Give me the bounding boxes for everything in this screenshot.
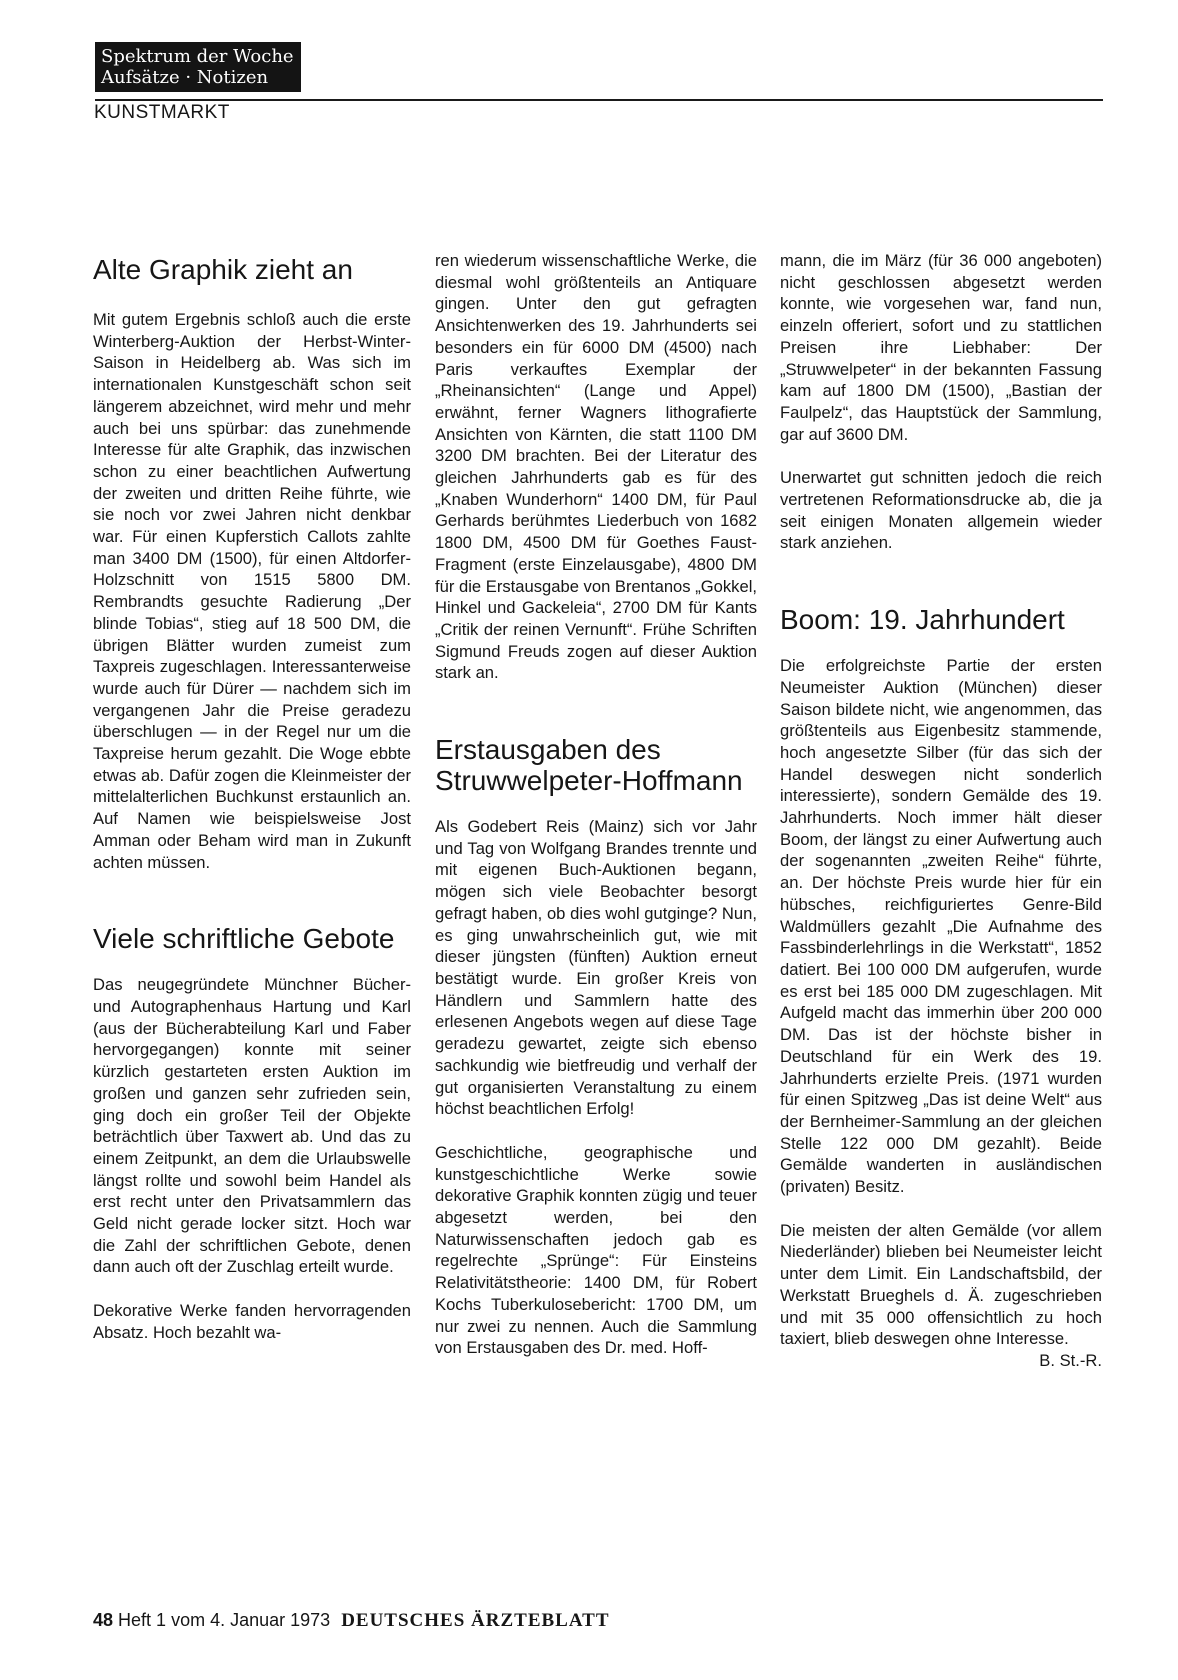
paragraph: mann, die im März (für 36 000 angeboten) nicht geschlossen abgesetzt werden konnte, wie vorgesehen war, fand nun, einzeln offeriert, sofort und zu stattlichen Preisen ihre Liebhaber: Der „Struwwelpeter“ in der bekannten Fassung kam auf 1800 DM (1500), „Bastian der Faulpelz“, das Hauptstück der Sammlung, gar auf 3600 DM.: [780, 251, 1102, 444]
masthead: [95, 42, 301, 92]
section-label: KUNSTMARKT: [94, 102, 230, 123]
paragraph: Die erfolgreichste Partie der ersten Neumeister Auktion (München) dieser Saison bildete nicht, wie angenommen, das größtenteils aus Eigenbesitz stammende, hoch angesetzte Silber (für das sich der Handel deswegen nicht sonderlich interessierte), sondern Gemälde des 19. Jahrhunderts. Noch immer hält dieser Boom, der längst zu einer Aufwertung auch der sogenannten „zweiten Reihe“ führte, an. Der höchste Preis wurde hier für ein hübsches, reichfiguriertes Genre-Bild Waldmüllers gezahlt „Die Aufnahme des Fassbinderlehrlings in die Werkstatt“, 1852 datiert. Bei 100 000 DM aufgerufen, wurde es erst bei 185 000 DM zugeschlagen. Mit Aufgeld macht das immerhin über 200 000 DM. Das ist der höchste bisher in Deutschland für ein Werk des 19. Jahrhunderts erzielte Preis. (1971 wurden für einen Spitzweg „Das ist deine Welt“ aus der Bernheimer-Sammlung an der gleichen Stelle 122 000 DM gezahlt). Beide Gemälde wanderten in ausländischen (privaten) Besitz.: [780, 656, 1102, 1197]
page-number: 48: [93, 1610, 114, 1630]
issue-info: Heft 1 vom 4. Januar 1973: [118, 1610, 331, 1630]
masthead-line-2: Aufsätze · Notizen: [101, 67, 269, 88]
heading-erstausgaben: Erstausgaben des Struwwelpeter-Hoffmann: [435, 734, 743, 797]
paragraph: Als Godebert Reis (Mainz) sich vor Jahr und Tag von Wolfgang Brandes trennte und mit eigenen Buch-Auktionen begann, mögen sich viele Beobachter besorgt gefragt haben, ob dies wohl gutginge? Nun, es ging unwahrscheinlich gut, wie mit dieser jüngsten (fünften) Auktion erneut bestätigt wurde. Ein großer Kreis von Händlern und Sammlern hatte des erlesenen Angebots wegen auf diese Tage geradezu gewartet, zeigte sich ebenso sachkundig wie bietfreudig und verhalf der gut organisierten Veranstaltung zu einem höchst beachtlichen Erfolg!: [435, 817, 757, 1119]
paragraph: [780, 1220, 1102, 1370]
author-initials: B. St.-R.: [1039, 1350, 1102, 1370]
paragraph: ren wiederum wissenschaftliche Werke, die diesmal wohl größtenteils an Antiquare gingen. Unter den gut gefragten Ansichtenwerken des 19. Jahrhunderts sei besonders ein für 6000 DM (4500) nach Paris verkauftes Exemplar der „Rheinansichten“ (Lange und Appel) erwähnt, ferner Wagners lithografierte Ansichten von Kärnten, die statt 1100 DM 3200 DM brachten. Bei der Literatur des gleichen Jahrhunderts gab es für des „Knaben Wunderhorn“ 1400 DM, für Paul Gerhards berühmtes Liederbuch von 1682 1800 DM, 4500 DM für Goethes Faust-Fragment (erste Einzelausgabe), 4800 DM für die Erstausgabe von Brentanos „Gokkel, Hinkel und Gackeleia“, 2700 DM für Kants „Critik der reinen Vernunft“. Frühe Schriften Sigmund Freuds zogen auf dieser Auktion stark an.: [435, 251, 757, 683]
paragraph: Das neugegründete Münchner Bücher- und Autographenhaus Hartung und Karl (aus der Bücherabteilung Karl und Faber hervorgegangen) konnte mit seiner kürzlich gestarteten ersten Auktion im großen und ganzen sehr zufrieden sein, ging doch ein großer Teil der Objekte beträchtlich über Taxwert ab. Und das zu einem Zeitpunkt, an dem die Urlaubswelle längst rollte und sowohl beim Handel als erst recht unter den Privatsammlern das Geld nicht gerade locker sitzt. Hoch war die Zahl der schriftlichen Gebote, denen dann auch oft der Zuschlag erteilt wurde.: [93, 975, 411, 1277]
footer: [93, 1610, 610, 1632]
paragraph: Dekorative Werke fanden hervorragenden Absatz. Hoch bezahlt wa-: [93, 1301, 411, 1342]
paragraph: Mit gutem Ergebnis schloß auch die erste Winterberg-Auktion der Herbst-Winter-Saison in Heidelberg ab. Was sich im internationalen Kunstgeschäft schon seit längerem abzeichnet, wird mehr und mehr auch bei uns spürbar: das zunehmende Interesse für alte Graphik, das inzwischen schon zu einer beachtlichen Aufwertung der zweiten und dritten Reihe führte, wie sie noch vor zwei Jahren nicht denkbar war. Für einen Kupferstich Callots zahlte man 3400 DM (1500), für einen Altdorfer-Holzschnitt von 1515 5800 DM. Rembrandts gesuchte Radierung „Der blinde Tobias“, stieg auf 18 500 DM, die übrigen Blätter wurden zumeist zum Taxpreis zugeschlagen. Interessanterweise wurde auch für Dürer — nachdem sich im vergangenen Jahr die Preise geradezu überschlugen — in der Regel nur um die Taxpreise herum gezahlt. Die Woge ebbte etwas ab. Dafür zogen die Kleinmeister der mittelalterlichen Buchkunst erstaunlich an. Auf Namen wie beispielsweise Jost Amman oder Beham wird man in Zukunft achten müssen.: [93, 310, 411, 872]
heading-alte-graphik: Alte Graphik zieht an: [93, 254, 353, 285]
masthead-line-1: Spektrum der Woche: [101, 46, 294, 67]
column-2: [435, 250, 757, 1359]
paragraph: Unerwartet gut schnitten jedoch die reich vertretenen Reformationsdrucke ab, die ja seit einigen Monaten allgemein wieder stark anziehen.: [780, 468, 1102, 553]
paragraph-text: Die meisten der alten Gemälde (vor allem Niederländer) blieben bei Neumeister leicht unter dem Limit. Ein Landschaftsbild, der Werkstatt Brueghels d. Ä. zugeschrieben und mit 35 000 offensichtlich zu hoch taxiert, blieb deswegen ohne Interesse.: [780, 1220, 1102, 1349]
column-3: [780, 250, 1102, 1372]
heading-boom: Boom: 19. Jahrhundert: [780, 604, 1065, 636]
column-1: [93, 252, 411, 1344]
magazine-name: DEUTSCHES ÄRZTEBLATT: [341, 1610, 610, 1631]
paragraph: Geschichtliche, geographische und kunstgeschichtliche Werke sowie dekorative Graphik konnten zügig und teuer abgesetzt werden, bei den Naturwissenschaften jedoch gab es regelrechte „Sprünge“: Für Einsteins Relativitätstheorie: 1400 DM, für Robert Kochs Tuberkulosebericht: 1700 DM, um nur zwei zu nennen. Auch die Sammlung von Erstausgaben des Dr. med. Hoff-: [435, 1142, 757, 1358]
header-rule: [95, 99, 1103, 101]
heading-viele-gebote: Viele schriftliche Gebote: [93, 923, 395, 955]
